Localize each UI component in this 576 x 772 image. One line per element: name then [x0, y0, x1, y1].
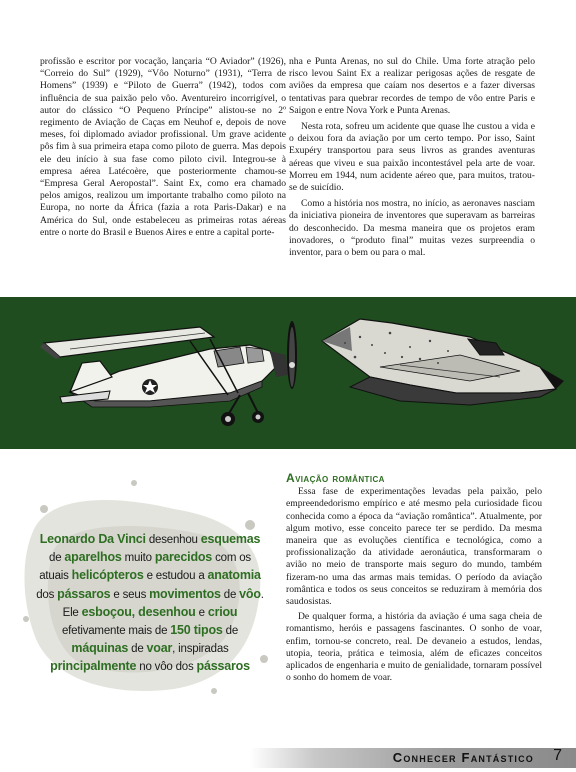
pull-quote-area — [0, 449, 283, 741]
quote-highlight: vôo — [239, 586, 261, 601]
da-vinci-pull-quote — [34, 531, 266, 677]
quote-text: e seus — [110, 588, 150, 601]
quote-highlight: esboçou, desenhou — [81, 604, 196, 619]
quote-text: e estudou a — [143, 570, 208, 583]
article-romantic-aviation — [286, 472, 542, 687]
section-heading: Aviação romântica — [286, 471, 385, 485]
left-paragraph-1: profissão e escritor por vocação, lançaria “O Aviador” (1926), “Correio do Sul” (1929), “Vôo Noturno” (1931), “Terra de Homens” (1939) e “Piloto de Guerra” (1942), todos com influência de sua paixão pelo vôo. Aventureiro incorrigível, o autor do clássico “O Pequeno Príncipe” alistou-se no 2º regimento de Aviação de Caças em Neuhof e, depois de nove meses, foi diplomado aviador profissional. Um grave acidente pôs fim à sua primeira etapa como piloto de guerra. Mas depois ele deu início à sua fase como piloto civil. Integrou-se à empresa aérea Latécoère, que posteriormente chamou-se “Empresa Geral Aeropostal”. Saint Ex, como era chamado pelos amigos, realizou um importante trabalho como piloto na Europa, no norte da África (fazia a rota Paris-Dakar) e na América do Sul, onde estabeleceu as primeiras rotas aéreas entre o norte do Brasil e Buenos Aires e entre a capital porte- — [40, 56, 286, 238]
quote-highlight: principalmente — [50, 659, 137, 674]
quote-text: e — [195, 606, 208, 619]
quote-highlight: movimentos — [149, 586, 221, 601]
quote-text: efetivamente mais de — [61, 625, 171, 638]
quote-text: muito — [121, 552, 155, 565]
quote-text: de — [49, 552, 65, 565]
quote-highlight: máquinas — [71, 641, 129, 656]
airplanes-illustration-band — [0, 297, 576, 449]
quote-highlight: helicópteros — [71, 568, 144, 583]
left-text-column — [40, 56, 286, 243]
quote-highlight: anatomia — [207, 568, 261, 583]
page-footer — [0, 741, 576, 772]
quote-highlight: Leonardo Da Vinci — [39, 532, 146, 546]
jet-fighter-image — [322, 319, 564, 405]
quote-text: no vôo dos — [136, 661, 197, 674]
quote-text: , inspiradas — [172, 643, 229, 656]
propeller-plane-image — [40, 321, 297, 426]
quote-highlight: pássaros — [57, 586, 111, 601]
article-paragraph-2: De qualquer forma, a história da aviação é uma saga cheia de romantismo, heróis e passagens fascinantes. O sonho de voar, enfim, tornou-se concreto, real. De devaneio a estudos, lendas, utopia, teoria, prática e teimosia, além de eficazes conceitos aplicados de engenharia e muito de genialidade, tornaram possível o sonho do homem de voar. — [286, 611, 542, 684]
page-number: 7 — [553, 747, 562, 764]
quote-text: . Ele — [62, 588, 264, 619]
quote-text: com os atuais — [39, 552, 251, 583]
quote-highlight: esquemas — [200, 532, 261, 546]
quote-text: de — [222, 625, 239, 638]
quote-highlight: 150 tipos — [170, 623, 223, 638]
quote-text: dos — [36, 588, 58, 601]
quote-highlight: aparelhos — [64, 550, 122, 565]
quote-highlight: voar — [146, 641, 173, 656]
quote-highlight: pássaros — [196, 659, 250, 674]
quote-highlight: parecidos — [154, 550, 213, 565]
right-paragraph-2: Nesta rota, sofreu um acidente que quase lhe custou a vida e o deixou fora da aviação por um certo tempo. Por isso, Saint Exupéry transportou para seus livros as grandes aventuras aéreas que viveu e sua paixão incontestável pela arte de voar. Morreu em 1944, num acidente aéreo que, para muitos, tratou-se de suicídio. — [289, 121, 535, 194]
right-paragraph-3: Como a história nos mostra, no início, as aeronaves nasciam da iniciativa pioneira de inventores que superavam as barreiras do desconhecido. Da mesma maneira que os projetos eram inovadores, o “produto final” muitas vezes surpreendia o inventor, para o bem ou para o mal. — [289, 198, 535, 259]
magazine-name: Conhecer Fantástico — [392, 750, 534, 765]
right-paragraph-1: nha e Punta Arenas, no sul do Chile. Uma forte atração pelo risco levou Saint Ex a realizar perigosas ações de resgate de aviões da empresa que caíam nos desertos e a fazer diversas tentativas para quebrar recordes de tempo de vôo entre Paris e Saigon e entre Nova York e Punta Arenas. — [289, 56, 535, 116]
airplanes-illustration — [0, 297, 576, 449]
quote-text: desenhou — [145, 534, 201, 546]
right-text-column — [289, 56, 535, 263]
article-paragraph-1: Essa fase de experimentações levadas pela paixão, pelo empreendedorismo empírico e até mesmo pela curiosidade ficou conhecida como a época da “aviação romântica”. Atualmente, por algum motivo, esse conceito parece ter se perdido. Da mesma maneira que as evoluções científica e tecnológica, como a profissionalização da atividade aeronáutica, transformaram o avião no meio de transporte mais seguro do mundo, também fizeram-no uma das armas mais temidas. O período da aviação romântica e todos os seus conceitos se reduziram à memória dos saudosistas. — [286, 486, 542, 608]
quote-text: de — [220, 588, 240, 601]
quote-highlight: criou — [207, 604, 238, 619]
quote-text: de — [128, 643, 147, 656]
